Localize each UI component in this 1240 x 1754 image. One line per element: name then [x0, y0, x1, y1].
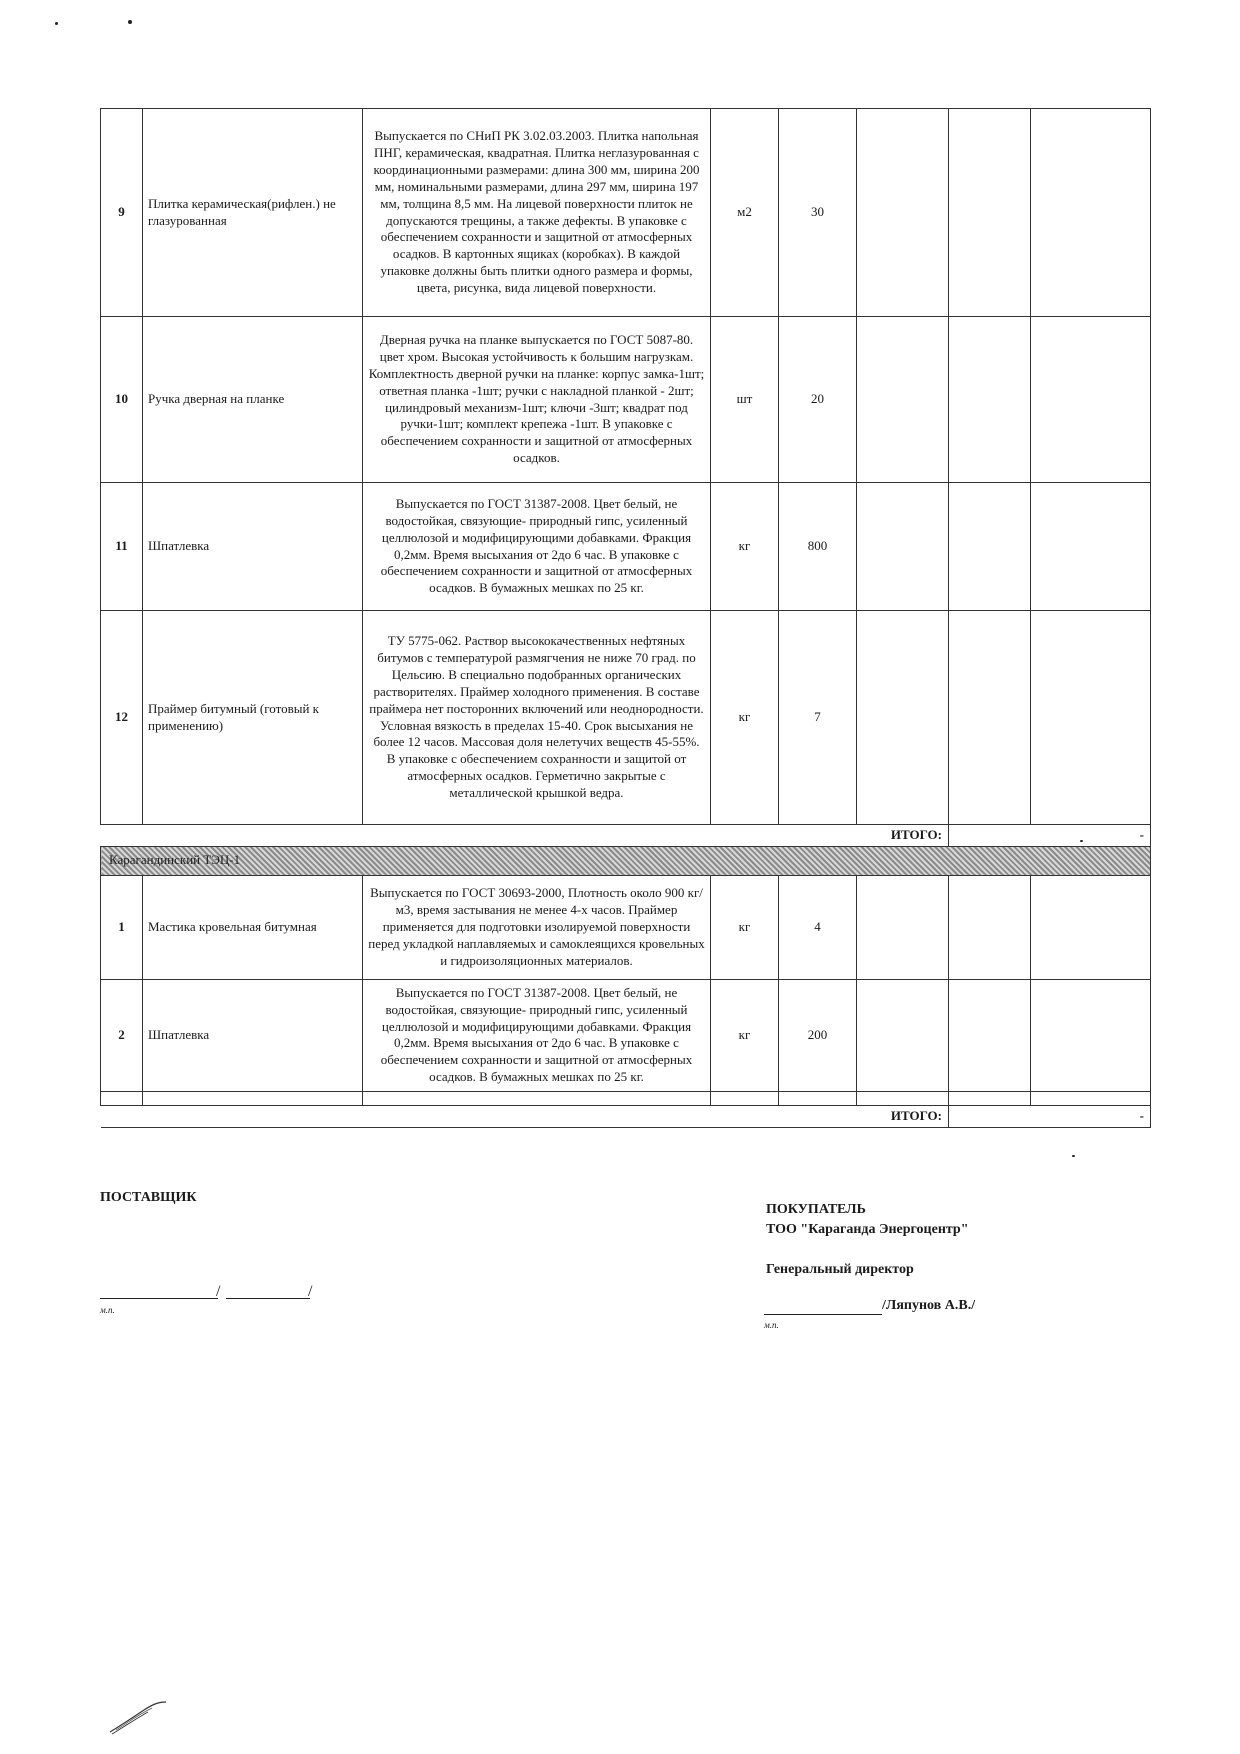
- buyer-signature-line: [764, 1314, 882, 1315]
- buyer-stamp-place: м.п.: [764, 1320, 779, 1330]
- empty-cell: [1031, 611, 1151, 825]
- pen-scribble-mark: [108, 1700, 168, 1736]
- total-value: -: [949, 1105, 1151, 1127]
- total-row: [101, 1105, 1151, 1127]
- row-number: 1: [101, 875, 143, 979]
- buyer-title: ПОКУПАТЕЛЬ: [766, 1202, 866, 1217]
- item-name: Ручка дверная на планке: [143, 317, 363, 483]
- total-label: ИТОГО:: [101, 1105, 949, 1127]
- empty-cell: [1031, 1091, 1151, 1105]
- item-unit: кг: [711, 611, 779, 825]
- item-description: Дверная ручка на планке выпускается по ГОСТ 5087-80. цвет хром. Высокая устойчивость к большим нагрузкам. Комплектность дверной ручки на планке: корпус замка-1шт; ответная планка -1шт; ручки с накладной планкой - 2шт; цилиндровый механизм-1шт; ключи -3шт; квадрат под ручки-1шт; комплект крепежа -1шт. В упаковке с обеспечением сохранности и защитной от атмосферных осадков.: [363, 317, 711, 483]
- empty-cell: [711, 1091, 779, 1105]
- supplier-title: ПОСТАВЩИК: [100, 1190, 197, 1205]
- supplier-stamp-place: м.п.: [100, 1305, 115, 1315]
- item-description: ТУ 5775-062. Раствор высококачественных нефтяных битумов с температурой размягчения не ниже 70 град. по Цельсию. В специально подобранных органических растворителях. Праймер холодного применения. В составе праймера нет посторонних включений или неоднородности. Условная вязкость в пределах 15-40. Срок высыхания не более 12 часов. Массовая доля нелетучих веществ 45-55%. В упаковке с обеспечением сохранности и защитой от атмосферных осадков. Герметично закрытые с металлической крышкой ведра.: [363, 611, 711, 825]
- empty-cell: [949, 109, 1031, 317]
- item-quantity: 800: [779, 483, 857, 611]
- signature-slash: /: [308, 1283, 313, 1300]
- empty-cell: [949, 317, 1031, 483]
- empty-cell: [1031, 875, 1151, 979]
- empty-cell: [1031, 979, 1151, 1091]
- empty-cell: [857, 979, 949, 1091]
- empty-cell: [1031, 483, 1151, 611]
- total-label: ИТОГО:: [101, 825, 949, 847]
- signature-slash: /: [216, 1283, 221, 1300]
- item-quantity: 20: [779, 317, 857, 483]
- item-name: Шпатлевка: [143, 979, 363, 1091]
- section-header-row: [101, 846, 1151, 875]
- row-number: 2: [101, 979, 143, 1091]
- row-number: 11: [101, 483, 143, 611]
- empty-cell: [857, 611, 949, 825]
- scan-speck: [55, 22, 58, 25]
- scan-speck: [1072, 1155, 1075, 1157]
- item-description: Выпускается по ГОСТ 31387-2008. Цвет белый, не водостойкая, связующие- природный гипс, усиленный целлюлозой и модифицирующими добавками. Фракция 0,2мм. Время высыхания от 2до 6 час. В упаковке с обеспечением сохранности и защитной от атмосферных осадков. В бумажных мешках по 25 кг.: [363, 979, 711, 1091]
- item-unit: м2: [711, 109, 779, 317]
- empty-cell: [949, 611, 1031, 825]
- item-description: Выпускается по ГОСТ 31387-2008. Цвет белый, не водостойкая, связующие- природный гипс, усиленный целлюлозой и модифицирующими добавками. Фракция 0,2мм. Время высыхания от 2до 6 час. В упаковке с обеспечением сохранности и защитной от атмосферных осадков. В бумажных мешках по 25 кг.: [363, 483, 711, 611]
- empty-cell: [101, 1091, 143, 1105]
- item-quantity: 4: [779, 875, 857, 979]
- buyer-company: ТОО "Караганда Энергоцентр": [766, 1222, 969, 1237]
- empty-cell: [857, 109, 949, 317]
- buyer-signer-name: /Ляпунов А.В./: [882, 1298, 976, 1313]
- supplier-signature-line: [100, 1298, 218, 1299]
- buyer-position: Генеральный директор: [766, 1262, 914, 1277]
- item-name: Праймер битумный (готовый к применению): [143, 611, 363, 825]
- total-value: -: [949, 825, 1151, 847]
- table-row: [101, 611, 1151, 825]
- item-unit: кг: [711, 875, 779, 979]
- empty-cell: [143, 1091, 363, 1105]
- item-description: Выпускается по СНиП РК 3.02.03.2003. Плитка напольная ПНГ, керамическая, квадратная. Плитка неглазурованная с координационными размерами: длина 300 мм, ширина 200 мм, номинальными размерами, длина 297 мм, ширина 197 мм, толщина 8,5 мм. На лицевой поверхности плиток не допускаются трещины, а также дефекты. В упаковке с обеспечением сохранности и защитной от атмосферных осадков. В картонных ящиках (коробках). В каждой упаковке должны быть плитки одного размера и формы, цвета, рисунка, вида лицевой поверхности.: [363, 109, 711, 317]
- section-title: Карагандинский ТЭЦ-1: [101, 846, 1151, 875]
- empty-cell: [857, 1091, 949, 1105]
- empty-cell: [1031, 109, 1151, 317]
- empty-cell: [949, 875, 1031, 979]
- row-number: 10: [101, 317, 143, 483]
- empty-cell: [779, 1091, 857, 1105]
- item-description: Выпускается по ГОСТ 30693-2000, Плотность около 900 кг/м3, время застывания не менее 4-х часов. Праймер применяется для подготовки изолируемой поверхности перед укладкой наплавляемых и самоклеящихся кровельных и гидроизоляционных материалов.: [363, 875, 711, 979]
- table-row: [101, 875, 1151, 979]
- empty-cell: [1031, 317, 1151, 483]
- empty-cell: [363, 1091, 711, 1105]
- item-unit: кг: [711, 979, 779, 1091]
- empty-cell: [949, 483, 1031, 611]
- table-row: [101, 1091, 1151, 1105]
- row-number: 12: [101, 611, 143, 825]
- item-quantity: 30: [779, 109, 857, 317]
- empty-cell: [857, 875, 949, 979]
- item-name: Мастика кровельная битумная: [143, 875, 363, 979]
- item-quantity: 7: [779, 611, 857, 825]
- total-row: [101, 825, 1151, 847]
- empty-cell: [857, 483, 949, 611]
- item-unit: кг: [711, 483, 779, 611]
- empty-cell: [857, 317, 949, 483]
- table-row: [101, 483, 1151, 611]
- item-name: Плитка керамическая(рифлен.) не глазурованная: [143, 109, 363, 317]
- item-quantity: 200: [779, 979, 857, 1091]
- row-number: 9: [101, 109, 143, 317]
- item-unit: шт: [711, 317, 779, 483]
- table-row: [101, 317, 1151, 483]
- item-name: Шпатлевка: [143, 483, 363, 611]
- empty-cell: [949, 979, 1031, 1091]
- scan-speck: [128, 20, 132, 24]
- table-row: [101, 109, 1151, 317]
- table-row: [101, 979, 1151, 1091]
- empty-cell: [949, 1091, 1031, 1105]
- supplier-name-line: [226, 1298, 310, 1299]
- specification-table: [100, 108, 1151, 1128]
